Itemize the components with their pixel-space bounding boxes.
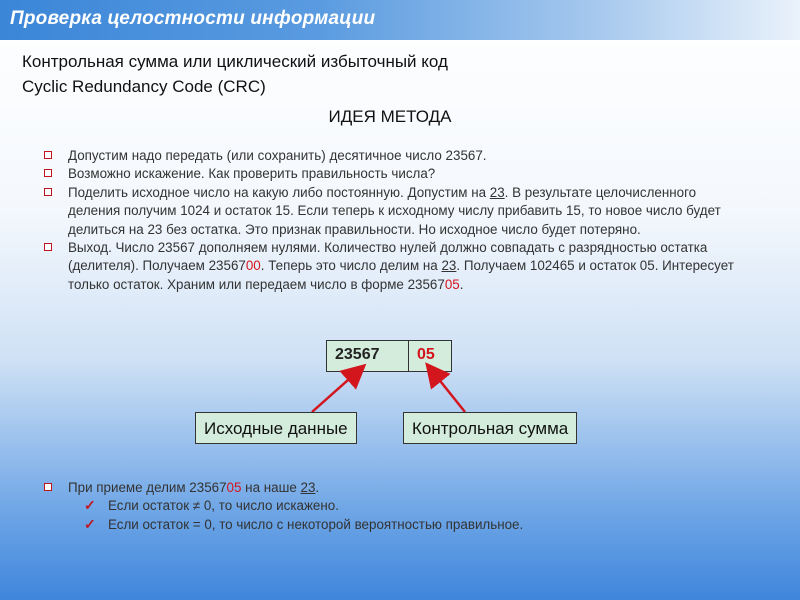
data-cell: 23567	[327, 341, 409, 371]
remainder-value: 05	[226, 480, 242, 495]
bullet-text: .	[459, 276, 464, 292]
bullet-text: При приеме делим 23567	[68, 480, 227, 495]
arrow-up-icon	[312, 372, 357, 412]
padding-zeros: 00	[245, 258, 261, 274]
list-item	[84, 516, 734, 534]
divisor-value: 23	[441, 258, 457, 274]
list-item	[44, 184, 734, 239]
bullet-text: .	[315, 480, 320, 495]
label-source-data: Исходные данные	[195, 412, 357, 444]
remainder-value: 05	[444, 276, 460, 292]
square-bullet-icon	[44, 243, 52, 251]
bullet-text: Поделить исходное число на какую либо постоянную. Допустим на	[68, 184, 490, 200]
divisor-value: 23	[489, 184, 505, 200]
crc-number-box	[326, 340, 452, 372]
checkmark-icon: ✓	[84, 515, 96, 532]
square-bullet-icon	[44, 483, 52, 491]
bullet-text: . В результате целочисленного деления получим 1024 и остаток 15. Если теперь к исходному числу прибавить 15, то новое число будет делиться на 23 без остатка. Это признак правильности. Но исходное число будет потеряно.	[68, 184, 721, 237]
sub-list	[44, 497, 734, 534]
sub-item-text: Если остаток ≠ 0, то число искажено.	[108, 498, 339, 514]
section-heading: ИДЕЯ МЕТОДА	[328, 107, 452, 126]
square-bullet-icon	[44, 169, 52, 177]
sub-item-text: Если остаток = 0, то число с некоторой вероятностью правильное.	[108, 516, 524, 532]
list-item	[44, 479, 734, 497]
checksum-cell: 05	[417, 346, 435, 363]
checkmark-icon: ✓	[84, 497, 96, 514]
bullet-text: Допустим надо передать (или сохранить) десятичное число 23567.	[68, 148, 487, 163]
title-bar	[0, 0, 800, 40]
bullet-text: . Теперь это число делим на	[260, 258, 442, 274]
square-bullet-icon	[44, 151, 52, 159]
list-item	[44, 165, 734, 183]
list-item	[44, 239, 734, 294]
subtitle-line-1: Контрольная сумма или циклический избыточный код	[22, 52, 448, 71]
arrow-up-icon	[433, 372, 465, 412]
bullet-text: Возможно искажение. Как проверить правильность числа?	[68, 166, 436, 182]
slide-title: Проверка целостности информации	[10, 8, 376, 29]
square-bullet-icon	[44, 188, 52, 196]
bullet-text: Выход. Число 23567 дополняем нулями. Количество нулей должно совпадать с разрядностью остатка (делителя). Получаем 23567	[68, 240, 708, 274]
receive-list	[44, 479, 734, 534]
bullet-text: на наше	[241, 480, 301, 495]
list-item	[44, 147, 734, 165]
label-checksum: Контрольная сумма	[403, 412, 577, 444]
divisor-value: 23	[300, 480, 316, 495]
bullet-list	[44, 147, 734, 294]
subtitle-line-2: Cyclic Redundancy Code (CRC)	[22, 77, 266, 96]
list-item	[84, 497, 734, 515]
bullet-text: . Получаем 102465 и остаток 05. Интересует только остаток. Храним или передаем число в форме 23567	[68, 258, 734, 292]
